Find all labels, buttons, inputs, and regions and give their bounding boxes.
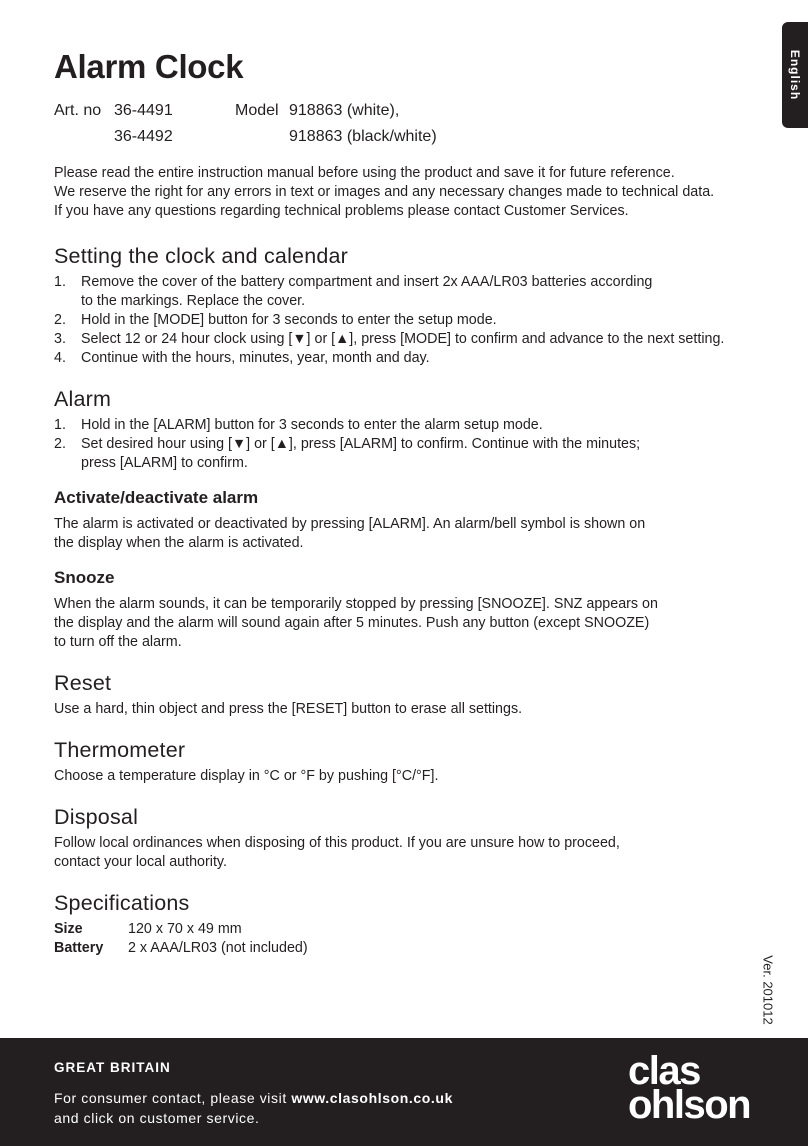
step-item xyxy=(54,349,754,368)
step-item xyxy=(54,330,754,349)
intro-line: Please read the entire instruction manual before using the product and save it for future reference. xyxy=(54,165,675,181)
step-item xyxy=(54,416,754,435)
logo-line: clas xyxy=(628,1049,700,1093)
text-line: Choose a temperature display in °C or °F by pushing [°C/°F]. xyxy=(54,768,439,784)
specifications-table xyxy=(54,920,754,958)
step-number: 1. xyxy=(54,417,66,433)
text-line: The alarm is activated or deactivated by pressing [ALARM]. An alarm/bell symbol is shown on xyxy=(54,516,646,532)
subsection-heading-snooze: Snooze xyxy=(54,568,115,587)
intro-line: We reserve the right for any errors in text or images and any necessary changes made to technical data. xyxy=(54,184,715,200)
spec-key: Size xyxy=(54,921,83,937)
disposal-text xyxy=(54,834,754,872)
spec-row xyxy=(54,939,754,958)
text-line: Follow local ordinances when disposing of this product. If you are unsure how to proceed, xyxy=(54,835,620,851)
website-link[interactable]: www.clasohlson.co.uk xyxy=(291,1090,453,1106)
activate-text xyxy=(54,515,754,553)
step-line: to the markings. Replace the cover. xyxy=(81,293,306,309)
step-line: Hold in the [MODE] button for 3 seconds to enter the setup mode. xyxy=(81,312,497,328)
step-line: Select 12 or 24 hour clock using [▼] or [▲], press [MODE] to confirm and advance to the next setting. xyxy=(81,331,725,347)
step-number: 4. xyxy=(54,350,66,366)
article-info xyxy=(54,98,554,150)
model-label: Model xyxy=(235,102,279,119)
snooze-text xyxy=(54,595,754,652)
thermometer-text xyxy=(54,767,754,786)
text-line: the display when the alarm is activated. xyxy=(54,535,304,551)
contact-suffix: and click on customer service. xyxy=(54,1110,260,1126)
intro-line: If you have any questions regarding technical problems please contact Customer Services. xyxy=(54,203,629,219)
step-number: 3. xyxy=(54,331,66,347)
spec-key: Battery xyxy=(54,940,104,956)
article-row xyxy=(54,124,554,150)
language-tab xyxy=(782,22,808,128)
footer-country: GREAT BRITAIN xyxy=(54,1060,171,1075)
subsection-heading-activate: Activate/deactivate alarm xyxy=(54,488,259,507)
step-number: 2. xyxy=(54,436,66,452)
art-number: 36-4491 xyxy=(114,102,173,119)
spec-value: 2 x AAA/LR03 (not included) xyxy=(128,940,308,956)
step-line: Remove the cover of the battery compartment and insert 2x AAA/LR03 batteries according xyxy=(81,274,653,290)
article-row xyxy=(54,98,554,124)
logo-line: ohlson xyxy=(628,1083,751,1127)
footer xyxy=(0,1038,808,1146)
contact-line xyxy=(54,1088,574,1108)
intro-text xyxy=(54,164,754,221)
art-label: Art. no xyxy=(54,102,102,119)
text-line: Use a hard, thin object and press the [RESET] button to erase all settings. xyxy=(54,701,523,717)
clas-ohlson-logo xyxy=(628,1049,778,1127)
section-heading-thermometer: Thermometer xyxy=(54,738,186,762)
step-line: Continue with the hours, minutes, year, month and day. xyxy=(81,350,430,366)
alarm-steps xyxy=(54,416,754,473)
text-line: the display and the alarm will sound again after 5 minutes. Push any button (except SNOOZE) xyxy=(54,615,650,631)
setting-steps xyxy=(54,273,754,368)
step-item xyxy=(54,273,754,311)
text-line: contact your local authority. xyxy=(54,854,227,870)
section-heading-disposal: Disposal xyxy=(54,805,139,829)
spec-row xyxy=(54,920,754,939)
text-line: to turn off the alarm. xyxy=(54,634,182,650)
section-heading-specifications: Specifications xyxy=(54,891,190,915)
footer-contact xyxy=(54,1088,574,1128)
language-tab-label: English xyxy=(788,49,802,101)
text-line: When the alarm sounds, it can be temporarily stopped by pressing [SNOOZE]. SNZ appears on xyxy=(54,596,658,612)
step-line: Hold in the [ALARM] button for 3 seconds to enter the alarm setup mode. xyxy=(81,417,543,433)
contact-prefix: For consumer contact, please visit xyxy=(54,1090,287,1106)
section-heading-reset: Reset xyxy=(54,671,112,695)
step-number: 1. xyxy=(54,274,66,290)
model-number: 918863 (white), xyxy=(289,102,400,119)
step-item xyxy=(54,311,754,330)
art-number: 36-4492 xyxy=(114,128,173,145)
page-title: Alarm Clock xyxy=(54,48,244,85)
reset-text xyxy=(54,700,754,719)
step-item xyxy=(54,435,754,473)
section-heading-setting: Setting the clock and calendar xyxy=(54,244,349,268)
step-line: Set desired hour using [▼] or [▲], press [ALARM] to confirm. Continue with the minutes; xyxy=(81,436,641,452)
manual-content xyxy=(54,164,754,958)
step-number: 2. xyxy=(54,312,66,328)
step-line: press [ALARM] to confirm. xyxy=(81,455,248,471)
model-number: 918863 (black/white) xyxy=(289,128,437,145)
spec-value: 120 x 70 x 49 mm xyxy=(128,921,242,937)
section-heading-alarm: Alarm xyxy=(54,387,112,411)
version-text: Ver. 201012 xyxy=(760,955,776,1025)
